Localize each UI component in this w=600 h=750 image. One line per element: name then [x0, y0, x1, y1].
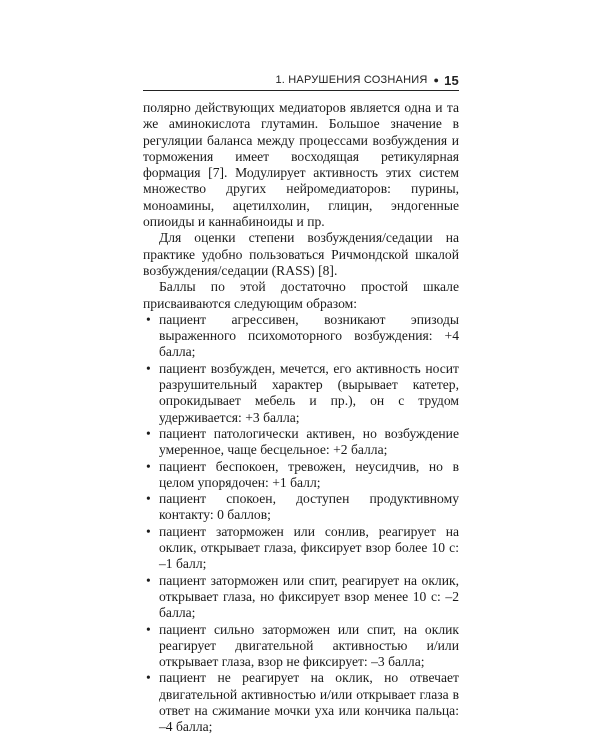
header-separator: ● — [433, 75, 440, 85]
running-header — [143, 70, 459, 91]
list-item — [143, 573, 459, 622]
page-number: 15 — [444, 72, 459, 88]
chapter-title: 1. НАРУШЕНИЯ СОЗНАНИЯ — [275, 74, 428, 86]
rass-score-list — [143, 312, 459, 736]
bullet-icon: • — [146, 491, 151, 507]
list-item — [143, 491, 459, 524]
list-item — [143, 670, 459, 735]
list-item-text: пациент сильно заторможен или спит, на оклик реагирует двигательной активностью и/или открывает глаза, взор не фиксирует: –3 балла; — [159, 621, 459, 670]
list-item-text: пациент заторможен или сонлив, реагирует на оклик, открывает глаза, фиксирует взор более 10 с: –1 балл; — [159, 523, 459, 572]
bullet-icon: • — [146, 670, 151, 686]
list-item-text: пациент возбужден, мечется, его активность носит разрушительный характер (вырывает катетер, опрокидывает мебель и пр.), он с трудом удерживается: +3 балла; — [159, 360, 459, 425]
list-item-text: пациент патологически активен, но возбуждение умеренное, чаще бесцельное: +2 балла; — [159, 425, 459, 458]
list-item — [143, 361, 459, 426]
list-item-text: пациент беспокоен, тревожен, неусидчив, но в целом упорядочен: +1 балл; — [159, 458, 459, 490]
bullet-icon: • — [146, 523, 151, 539]
bullet-icon: • — [146, 572, 151, 588]
paragraph-continuation: полярно действующих медиаторов является одна и та же аминокислота глутамин. Большое значение в регуляции баланса между процессами возбуждения и торможения имеет восходящая ретикулярная формация [7]. Модулирует активность этих систем множество других нейромедиаторов: пурины, моноамины, ацетилхолин, глицин, эндогенные опиоиды и каннабиноиды и пр. — [143, 100, 459, 230]
list-item-text: пациент заторможен или спит, реагирует на оклик, открывает глаза, но фиксирует взор менее 10 с: –2 балла; — [159, 572, 459, 621]
list-item-text: пациент спокоен, доступен продуктивному контакту: 0 баллов; — [159, 491, 459, 523]
list-item — [143, 524, 459, 573]
list-item — [143, 459, 459, 492]
list-item-text: пациент не реагирует на оклик, но отвечает двигательной активностью и/или открывает глаза в ответ на сжимание мочки уха или кончика пальца: –4 балла; — [159, 670, 459, 735]
bullet-icon: • — [146, 360, 151, 376]
list-item — [143, 622, 459, 671]
list-item-text: пациент агрессивен, возникают эпизоды выраженного психомоторного возбуждения: +4 балла; — [159, 311, 459, 360]
bullet-icon: • — [146, 621, 151, 637]
list-item — [143, 426, 459, 459]
paragraph-rass-intro: Для оценки степени возбуждения/седации на практике удобно пользоваться Ричмондской шкалой возбуждения/седации (RASS) [8]. — [143, 230, 459, 278]
bullet-icon: • — [146, 425, 151, 441]
page-body — [143, 100, 459, 736]
list-item — [143, 312, 459, 361]
bullet-icon: • — [146, 458, 151, 474]
bullet-icon: • — [146, 311, 151, 327]
paragraph-scoring-intro: Баллы по этой достаточно простой шкале присваиваются следующим образом: — [143, 279, 459, 311]
